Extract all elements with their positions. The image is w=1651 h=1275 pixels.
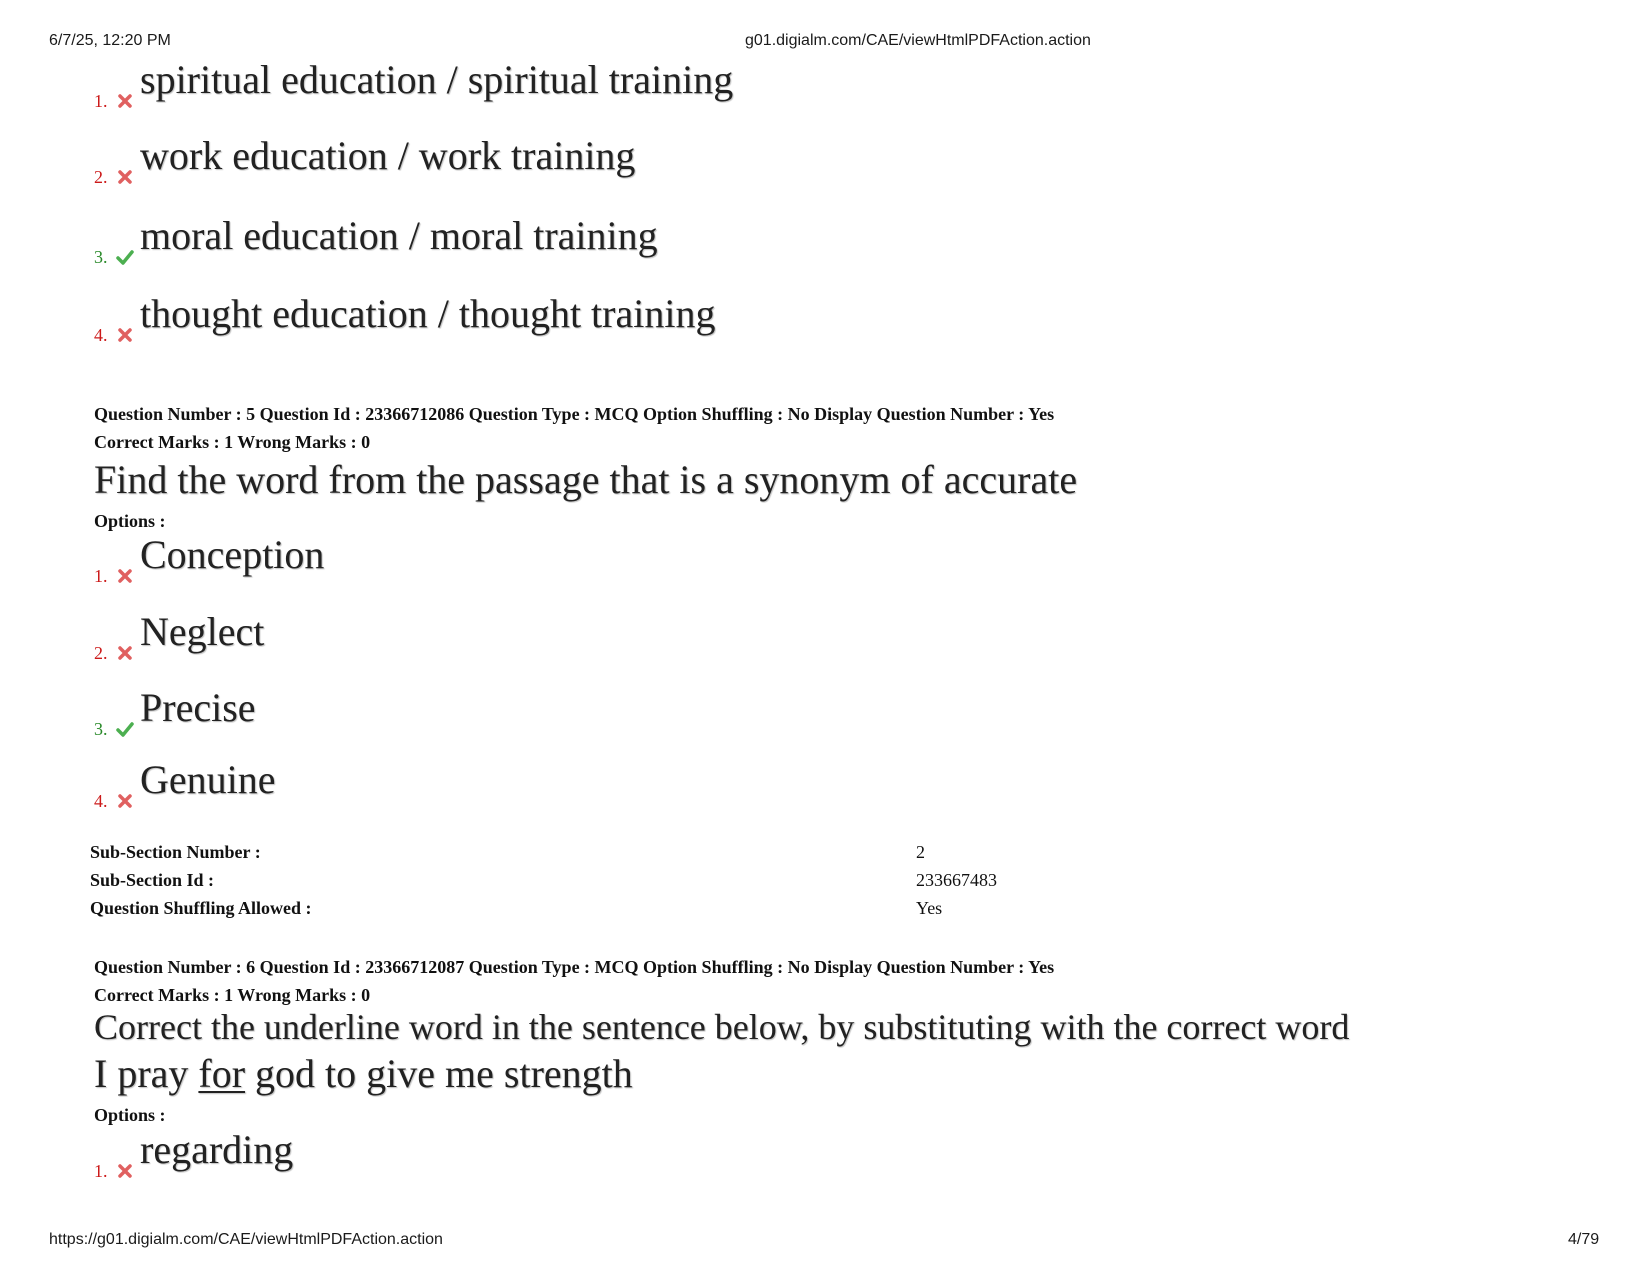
option-text: regarding [140,1127,294,1172]
print-footer-url: https://g01.digialm.com/CAE/viewHtmlPDFAction.action [49,1231,443,1248]
q6-option-1 [94,1127,294,1181]
q5-option-3 [94,685,256,739]
q6-question-text: Correct the underline word in the sentence below, by substituting with the correct word [94,1007,1350,1047]
cross-icon [116,326,134,344]
cross-icon [116,792,134,810]
subsection-id-label: Sub-Section Id : [90,870,215,890]
option-text: work education / work training [140,133,636,178]
q4-option-1 [94,57,734,111]
q5-option-2 [94,609,265,663]
q5-options-label: Options : [94,511,166,531]
subsection-id-value: 233667483 [916,870,997,890]
q4-option-3 [94,213,658,267]
cross-icon [116,1162,134,1180]
cross-icon [116,567,134,585]
question-shuffling-label: Question Shuffling Allowed : [90,898,312,918]
option-number: 4. [94,791,108,811]
option-number: 1. [94,1161,108,1181]
option-text: Precise [140,685,256,730]
q5-meta-line1: Question Number : 5 Question Id : 23366712086 Question Type : MCQ Option Shuffling : No Display Question Number : Yes [94,404,1055,424]
option-number: 3. [94,719,108,739]
q6-sentence-post: god to give me strength [245,1051,633,1096]
option-number: 1. [94,566,108,586]
subsection-number-value: 2 [916,842,925,862]
option-text: spiritual education / spiritual training [140,57,734,102]
option-text: thought education / thought training [140,291,716,336]
q5-meta-line2: Correct Marks : 1 Wrong Marks : 0 [94,432,371,452]
q4-option-4 [94,291,716,345]
q6-underlined-word: for [198,1051,246,1096]
q6-meta-line2: Correct Marks : 1 Wrong Marks : 0 [94,985,371,1005]
cross-icon [116,92,134,110]
option-number: 2. [94,643,108,663]
page-number: 4/79 [1568,1231,1600,1248]
cross-icon [116,644,134,662]
option-number: 2. [94,167,108,187]
option-number: 1. [94,91,108,111]
q5-question-text: Find the word from the passage that is a synonym of accurate [94,457,1078,502]
option-text: Neglect [140,609,265,654]
q4-option-2 [94,133,636,187]
option-text: Conception [140,532,325,577]
q5-option-1 [94,532,325,586]
option-text: moral education / moral training [140,213,658,258]
option-number: 3. [94,247,108,267]
checkmark-icon [116,720,134,738]
print-page-url: g01.digialm.com/CAE/viewHtmlPDFAction.action [745,32,1091,49]
q6-sentence [94,1050,633,1097]
question-shuffling-value: Yes [916,898,943,918]
option-text: Genuine [140,757,276,802]
cross-icon [116,168,134,186]
q6-sentence-pre: I pray [94,1051,199,1096]
option-number: 4. [94,325,108,345]
checkmark-icon [116,248,134,266]
q6-meta-line1: Question Number : 6 Question Id : 23366712087 Question Type : MCQ Option Shuffling : No Display Question Number : Yes [94,957,1055,977]
print-datetime: 6/7/25, 12:20 PM [49,32,171,49]
q6-options-label: Options : [94,1105,166,1125]
q5-option-4 [94,757,276,811]
subsection-number-label: Sub-Section Number : [90,842,261,862]
